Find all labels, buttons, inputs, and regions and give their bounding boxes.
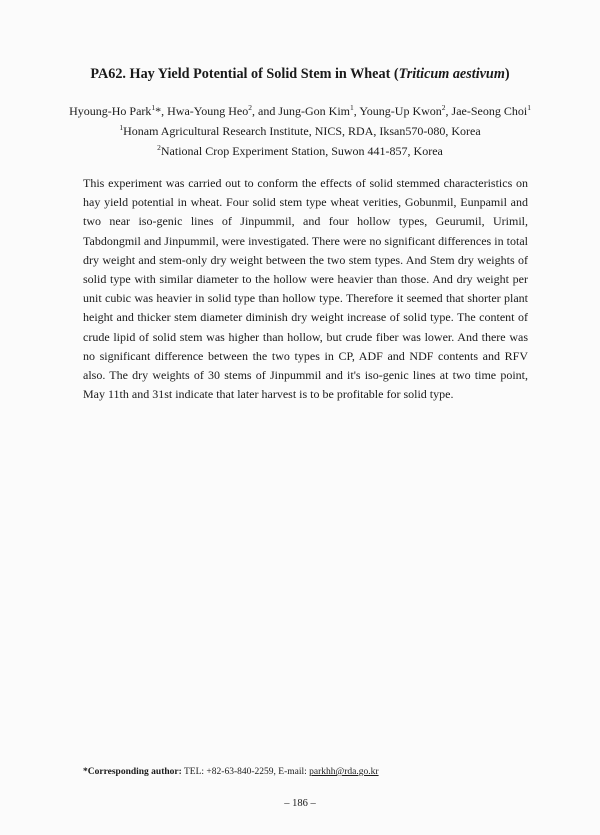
author-2-affiliation: 2 [248, 103, 253, 112]
corresponding-mark: * [155, 104, 162, 118]
affiliation-1-number: 1 [119, 123, 124, 132]
abstract-text: This experiment was carried out to conform the effects of solid stemmed characteristics on hay yield potential in wheat. Four solid stem type wheat verities, Gobunmil, Eunpamil and two near iso-genic lines of Jinpummil, and four hollow types, Geurumil, Urimil, Tabdongmil and Jinpummil, were investigated. There were no significant differences in total dry weight and stem-only dry weight between the two stem types. And Stem dry weights of solid type with similar diameter to the hollow were heavier than those. And dry weight per unit cubic was heavier in solid type than hollow type. Therefore it seemed that shorter plant height and thicker stem diameter diminish dry weight increase of solid type. The content of crude lipid of solid stem was higher than hollow, but crude fiber was lower. And there was no significant difference between the two types in CP, ADF and NDF contents and RFV also. The dry weights of 30 stems of Jinpummil and it's iso-genic lines at two time point, May 11th and 31st indicate that later harvest is to be profitable for solid type. [83, 176, 528, 402]
author-5-affiliation: 1 [527, 103, 531, 112]
author-1-affiliation: 1 [151, 103, 156, 112]
author-5: , Jae-Seong Choi [445, 104, 528, 118]
affiliation-2-number: 2 [157, 143, 161, 152]
affiliation-2-text: National Crop Experiment Station, Suwon 441-857, Korea [160, 144, 443, 158]
author-4: , Young-Up Kwon [353, 104, 442, 118]
affiliation-1-text: Honam Agricultural Research Institute, NICS, RDA, Iksan570-080, Korea [123, 124, 481, 138]
author-list [30, 101, 570, 121]
author-2: , Hwa-Young Heo [161, 104, 249, 118]
author-4-affiliation: 2 [441, 103, 446, 112]
corresponding-details: TEL: +82-63-840-2259, E-mail: [181, 767, 310, 777]
author-block [30, 101, 570, 161]
author-3: , and Jung-Gon Kim [252, 104, 351, 118]
corresponding-author-note [83, 767, 379, 777]
abstract [83, 174, 528, 404]
title-main: PA62. Hay Yield Potential of Solid Stem in Wheat ( [90, 66, 399, 82]
affiliation-1 [30, 121, 570, 141]
title-close: ) [504, 66, 510, 82]
page-number: – 186 – [284, 798, 316, 809]
corresponding-label: *Corresponding author: [83, 767, 182, 777]
corresponding-email-link[interactable]: parkhh@rda.go.kr [309, 767, 379, 777]
author-3-affiliation: 1 [350, 103, 354, 112]
affiliation-2 [30, 141, 570, 161]
paper-title [40, 65, 560, 83]
author-1: Hyoung-Ho Park [69, 104, 152, 118]
title-species: Triticum aestivum [398, 66, 505, 82]
